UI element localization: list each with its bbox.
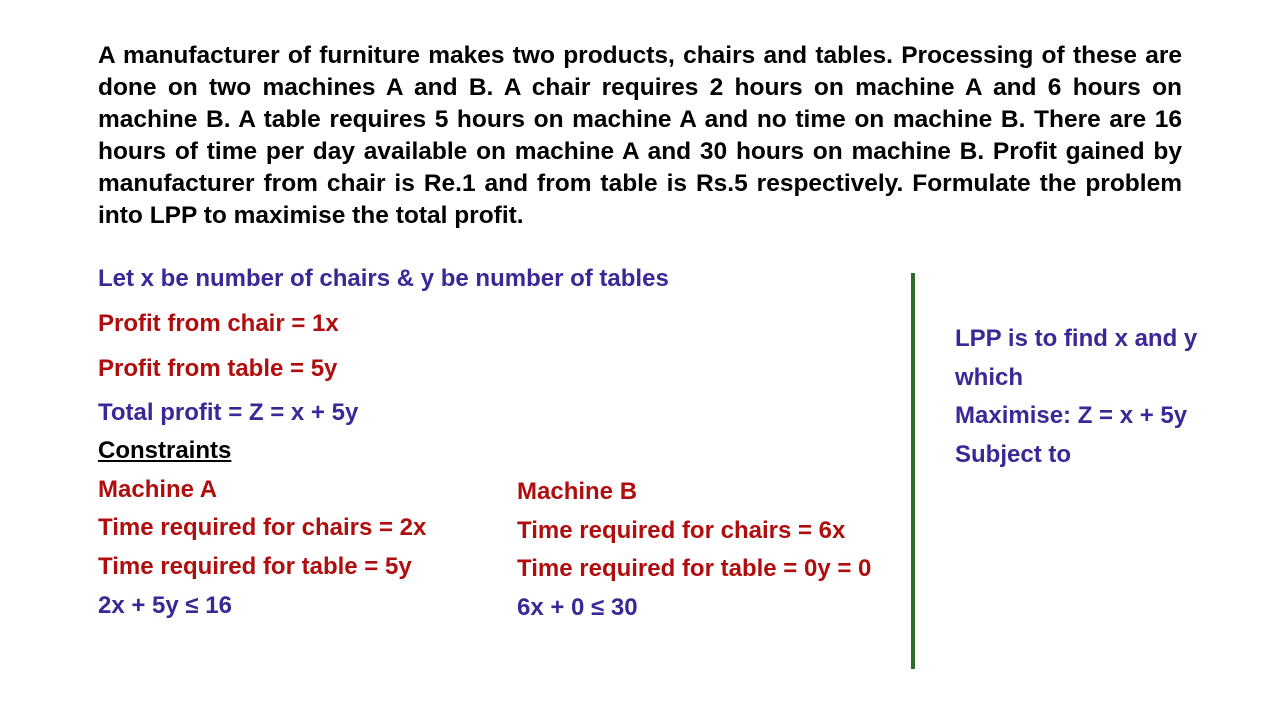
- lpp-summary: [955, 320, 1235, 474]
- machine-b-chairs: Time required for chairs = 6x: [517, 517, 846, 544]
- let-statement: Let x be number of chairs & y be number of tables: [98, 265, 669, 292]
- lpp-summary-line-1: LPP is to find x and y: [955, 325, 1198, 352]
- lpp-summary-line-2: which: [955, 363, 1024, 391]
- machine-b-inequality: 6x + 0 ≤ 30: [517, 594, 638, 621]
- machine-a-inequality: 2x + 5y ≤ 16: [98, 592, 232, 619]
- problem-statement: A manufacturer of furniture makes two products, chairs and tables. Processing of these are done on two machines A and B. A chair requires 2 hours on machine A and 6 hours on machine B. A table requires 5 hours on machine A and no time on machine B. There are 16 hours of time per day available on machine A and 30 hours on machine B. Profit gained by manufacturer from chair is Re.1 and from table is Rs.5 respectively. Formulate the problem into LPP to maximise the total profit.: [98, 42, 1182, 229]
- machine-b-table: Time required for table = 0y = 0: [517, 555, 872, 582]
- machine-a-table: Time required for table = 5y: [98, 553, 412, 580]
- lpp-summary-line-4: Subject to: [955, 440, 1072, 468]
- vertical-divider: [911, 273, 915, 669]
- lpp-summary-line-3: Maximise: Z = x + 5y: [955, 402, 1188, 429]
- machine-b-title: Machine B: [517, 478, 638, 505]
- profit-chair: Profit from chair = 1x: [98, 310, 339, 337]
- machine-a-title: Machine A: [98, 476, 218, 503]
- profit-table: Profit from table = 5y: [98, 355, 338, 382]
- total-profit: Total profit = Z = x + 5y: [98, 399, 359, 426]
- constraints-heading: Constraints: [98, 437, 232, 464]
- machine-a-chairs: Time required for chairs = 2x: [98, 514, 427, 541]
